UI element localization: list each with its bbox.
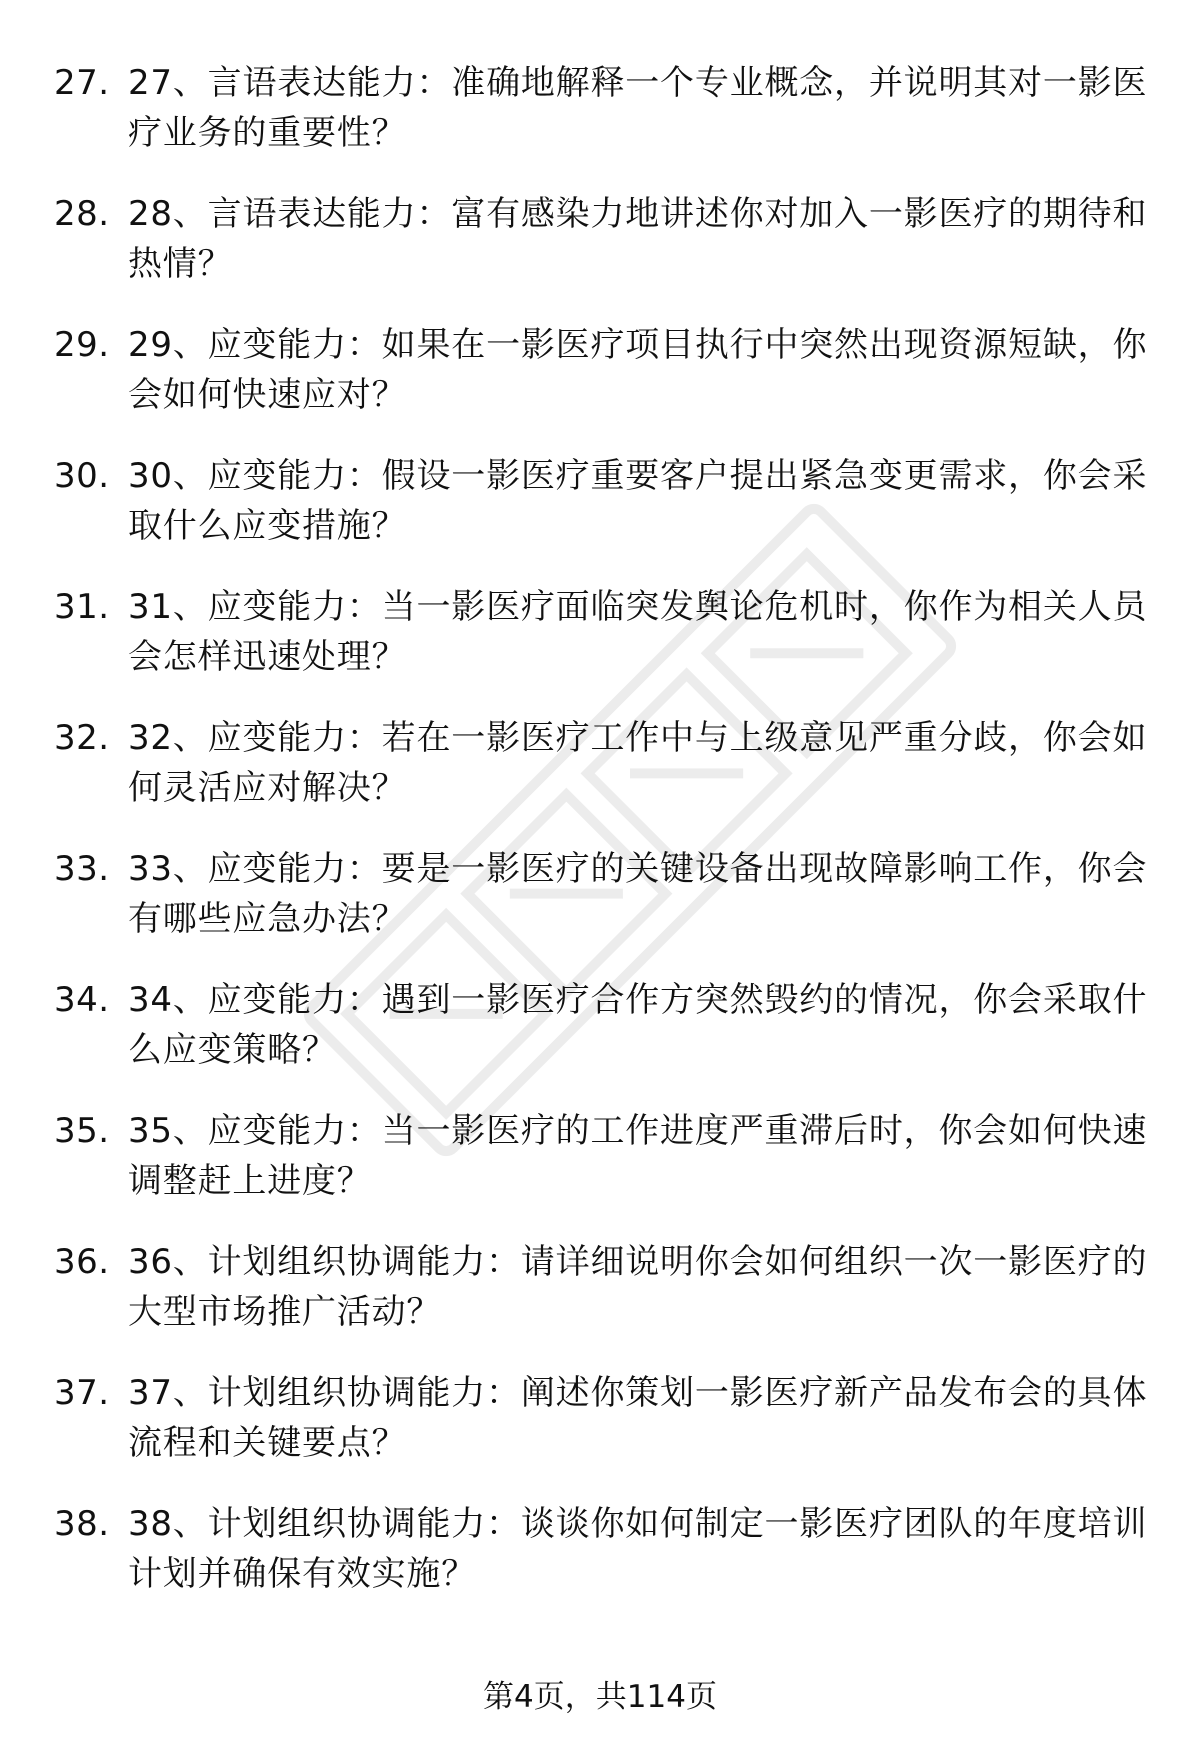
item-number: 38. bbox=[54, 1504, 110, 1544]
item-number: 28. bbox=[54, 194, 110, 234]
item-text: 38、计划组织协调能力：谈谈你如何制定一影医疗团队的年度培训计划并确保有效实施？ bbox=[128, 1504, 1148, 1594]
item-number: 32. bbox=[54, 718, 110, 758]
item-number: 33. bbox=[54, 849, 110, 889]
item-text: 27、言语表达能力：准确地解释一个专业概念，并说明其对一影医疗业务的重要性？ bbox=[128, 63, 1148, 153]
list-item bbox=[0, 189, 1200, 320]
list-item bbox=[0, 1106, 1200, 1237]
item-number: 29. bbox=[54, 325, 110, 365]
item-number: 35. bbox=[54, 1111, 110, 1151]
item-number: 37. bbox=[54, 1373, 110, 1413]
item-number: 34. bbox=[54, 980, 110, 1020]
list-item bbox=[0, 320, 1200, 451]
item-text: 30、应变能力：假设一影医疗重要客户提出紧急变更需求，你会采取什么应变措施？ bbox=[128, 456, 1148, 546]
question-list bbox=[0, 58, 1200, 1630]
item-number: 30. bbox=[54, 456, 110, 496]
item-number: 36. bbox=[54, 1242, 110, 1282]
item-text: 33、应变能力：要是一影医疗的关键设备出现故障影响工作，你会有哪些应急办法？ bbox=[128, 849, 1148, 939]
item-text: 37、计划组织协调能力：阐述你策划一影医疗新产品发布会的具体流程和关键要点？ bbox=[128, 1373, 1148, 1463]
page-number-footer: 第4页，共114页 bbox=[483, 1679, 717, 1715]
list-item bbox=[0, 844, 1200, 975]
item-text: 32、应变能力：若在一影医疗工作中与上级意见严重分歧，你会如何灵活应对解决？ bbox=[128, 718, 1148, 808]
item-text: 31、应变能力：当一影医疗面临突发舆论危机时，你作为相关人员会怎样迅速处理？ bbox=[128, 587, 1148, 677]
item-text: 35、应变能力：当一影医疗的工作进度严重滞后时，你会如何快速调整赶上进度？ bbox=[128, 1111, 1148, 1201]
item-text: 28、言语表达能力：富有感染力地讲述你对加入一影医疗的期待和热情？ bbox=[128, 194, 1148, 284]
item-number: 27. bbox=[54, 63, 110, 103]
list-item bbox=[0, 975, 1200, 1106]
list-item bbox=[0, 1368, 1200, 1499]
list-item bbox=[0, 451, 1200, 582]
item-text: 36、计划组织协调能力：请详细说明你会如何组织一次一影医疗的大型市场推广活动？ bbox=[128, 1242, 1148, 1332]
list-item bbox=[0, 713, 1200, 844]
list-item bbox=[0, 1499, 1200, 1630]
list-item bbox=[0, 1237, 1200, 1368]
list-item bbox=[0, 582, 1200, 713]
item-number: 31. bbox=[54, 587, 110, 627]
item-text: 34、应变能力：遇到一影医疗合作方突然毁约的情况，你会采取什么应变策略？ bbox=[128, 980, 1148, 1070]
item-text: 29、应变能力：如果在一影医疗项目执行中突然出现资源短缺，你会如何快速应对？ bbox=[128, 325, 1148, 415]
list-item bbox=[0, 58, 1200, 189]
